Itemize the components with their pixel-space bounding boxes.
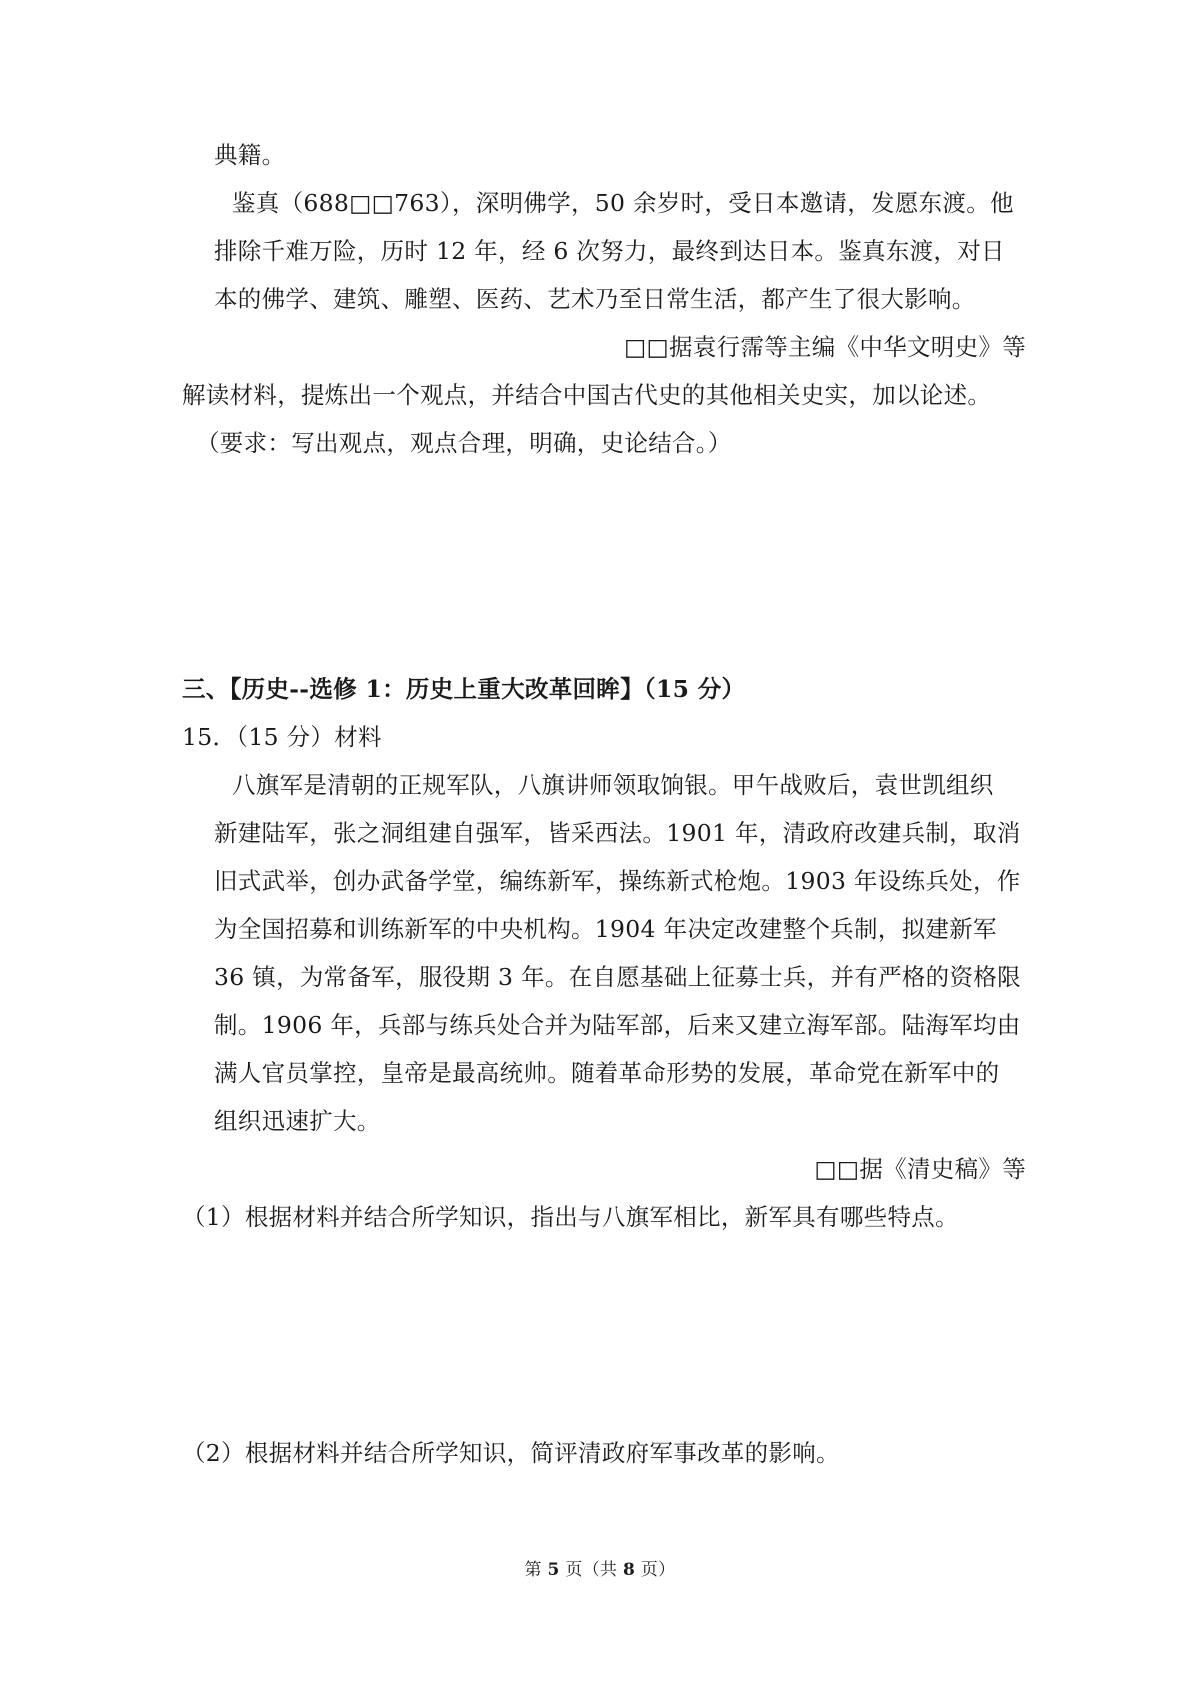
material-tail: 典籍。 xyxy=(214,141,286,169)
footer-suffix: 页） xyxy=(635,1560,676,1580)
material-line: 新建陆军，张之洞组建自强军，皆采西法。1901 年，清政府改建兵制，取消 xyxy=(214,819,1021,847)
material-line: 鉴真（688□□763），深明佛学，50 余岁时，受日本邀请，发愿东渡。他 xyxy=(232,189,1014,217)
sub-question-2: （2）根据材料并结合所学知识，简评清政府军事改革的影响。 xyxy=(182,1439,840,1467)
footer-prefix: 第 xyxy=(524,1560,548,1580)
material-line: 排除千难万险，历时 12 年，经 6 次努力，最终到达日本。鉴真东渡，对日 xyxy=(214,237,1005,265)
material-line: 制。1906 年，兵部与练兵处合并为陆军部，后来又建立海军部。陆海军均由 xyxy=(214,1011,1021,1039)
footer-middle: 页（共 xyxy=(559,1560,623,1580)
question-number-header: 15．（15 分）材料 xyxy=(182,723,382,751)
material-line: 满人官员掌控，皇帝是最高统帅。随着革命形势的发展，革命党在新军中的 xyxy=(214,1059,1000,1087)
material-line: 八旗军是清朝的正规军队，八旗讲师领取饷银。甲午战败后，袁世凯组织 xyxy=(232,771,994,799)
sub-question-1: （1）根据材料并结合所学知识，指出与八旗军相比，新军具有哪些特点。 xyxy=(182,1203,959,1231)
question-requirement: （要求：写出观点，观点合理，明确，史论结合。） xyxy=(196,429,732,457)
page-number: 5 xyxy=(547,1560,560,1580)
section-heading: 三、【历史--选修 1：历史上重大改革回眸】（15 分） xyxy=(182,675,746,703)
material-line: 36 镇，为常备军，服役期 3 年。在自愿基础上征募士兵，并有严格的资格限 xyxy=(214,963,1021,991)
material-source: □□据袁行霈等主编《中华文明史》等 xyxy=(623,333,1026,361)
material-line: 为全国招募和训练新军的中央机构。1904 年决定改建整个兵制，拟建新军 xyxy=(214,915,997,943)
page-total: 8 xyxy=(623,1560,636,1580)
question-prompt: 解读材料，提炼出一个观点，并结合中国古代史的其他相关史实，加以论述。 xyxy=(182,381,992,409)
page-footer xyxy=(0,1558,1200,1582)
material-line: 本的佛学、建筑、雕塑、医药、艺术乃至日常生活，都产生了很大影响。 xyxy=(214,285,976,313)
material-source: □□据《清史稿》等 xyxy=(814,1155,1026,1183)
material-line: 组织迅速扩大。 xyxy=(214,1107,381,1135)
material-line: 旧式武举，创办武备学堂，编练新军，操练新式枪炮。1903 年设练兵处，作 xyxy=(214,867,1021,895)
